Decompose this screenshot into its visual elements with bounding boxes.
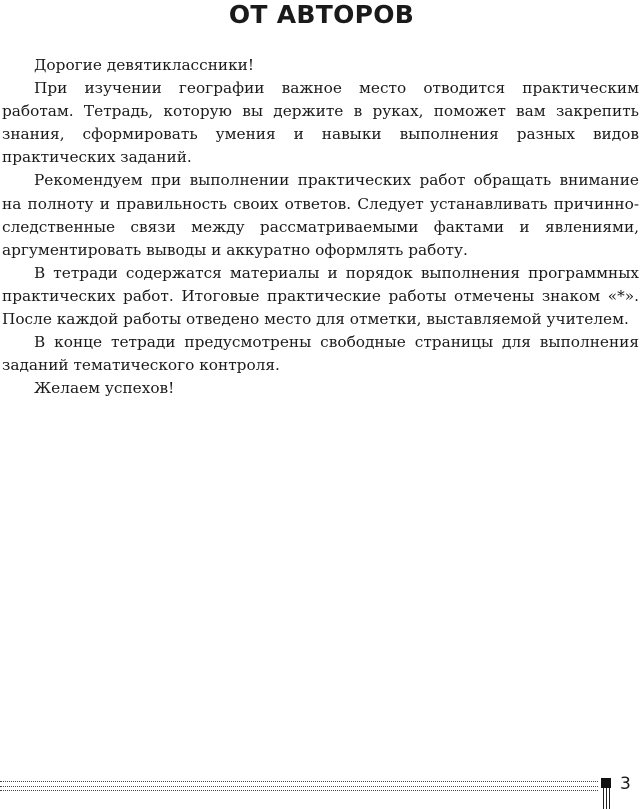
page-marker-stem [606,788,607,809]
paragraph-recommendations: Рекомендуем при выполнении практических работ обращать внимание на полноту и правильность своих ответов. Следует устанавливать причинно-следственные связи между рассматриваемыми фактами и явлениями, аргументировать выводы и аккуратно оформлять работу. [2,171,639,259]
footer-dotted-rule [0,790,598,791]
paragraph-intro: При изучении географии важное место отводится практическим работам. Тетрадь, которую вы держите в руках, поможет вам закрепить знания, сформировать умения и навыки выполнения разных видов практических заданий. [2,79,639,167]
page-marker-stem [609,788,610,809]
footer-dotted-rule [0,786,598,787]
paragraph-greeting: Дорогие девятиклассники! [34,56,254,74]
footer-dotted-rule [0,781,598,782]
page-marker-square [601,778,611,788]
body-text [2,54,639,400]
paragraph-closing: Желаем успехов! [34,379,175,398]
page-number: 3 [620,774,631,794]
page-title: ОТ АВТОРОВ [228,0,415,29]
paragraph-free-pages: В конце тетради предусмотрены свободные страницы для выполнения заданий тематического контроля. [2,333,639,375]
paragraph-contents: В тетради содержатся материалы и порядок выполнения программных практических работ. Итоговые практические работы отмечены знаком «*». После каждой работы отведено место для отметки, выставляемой учителем. [2,263,639,329]
page-marker-stem [603,788,604,809]
